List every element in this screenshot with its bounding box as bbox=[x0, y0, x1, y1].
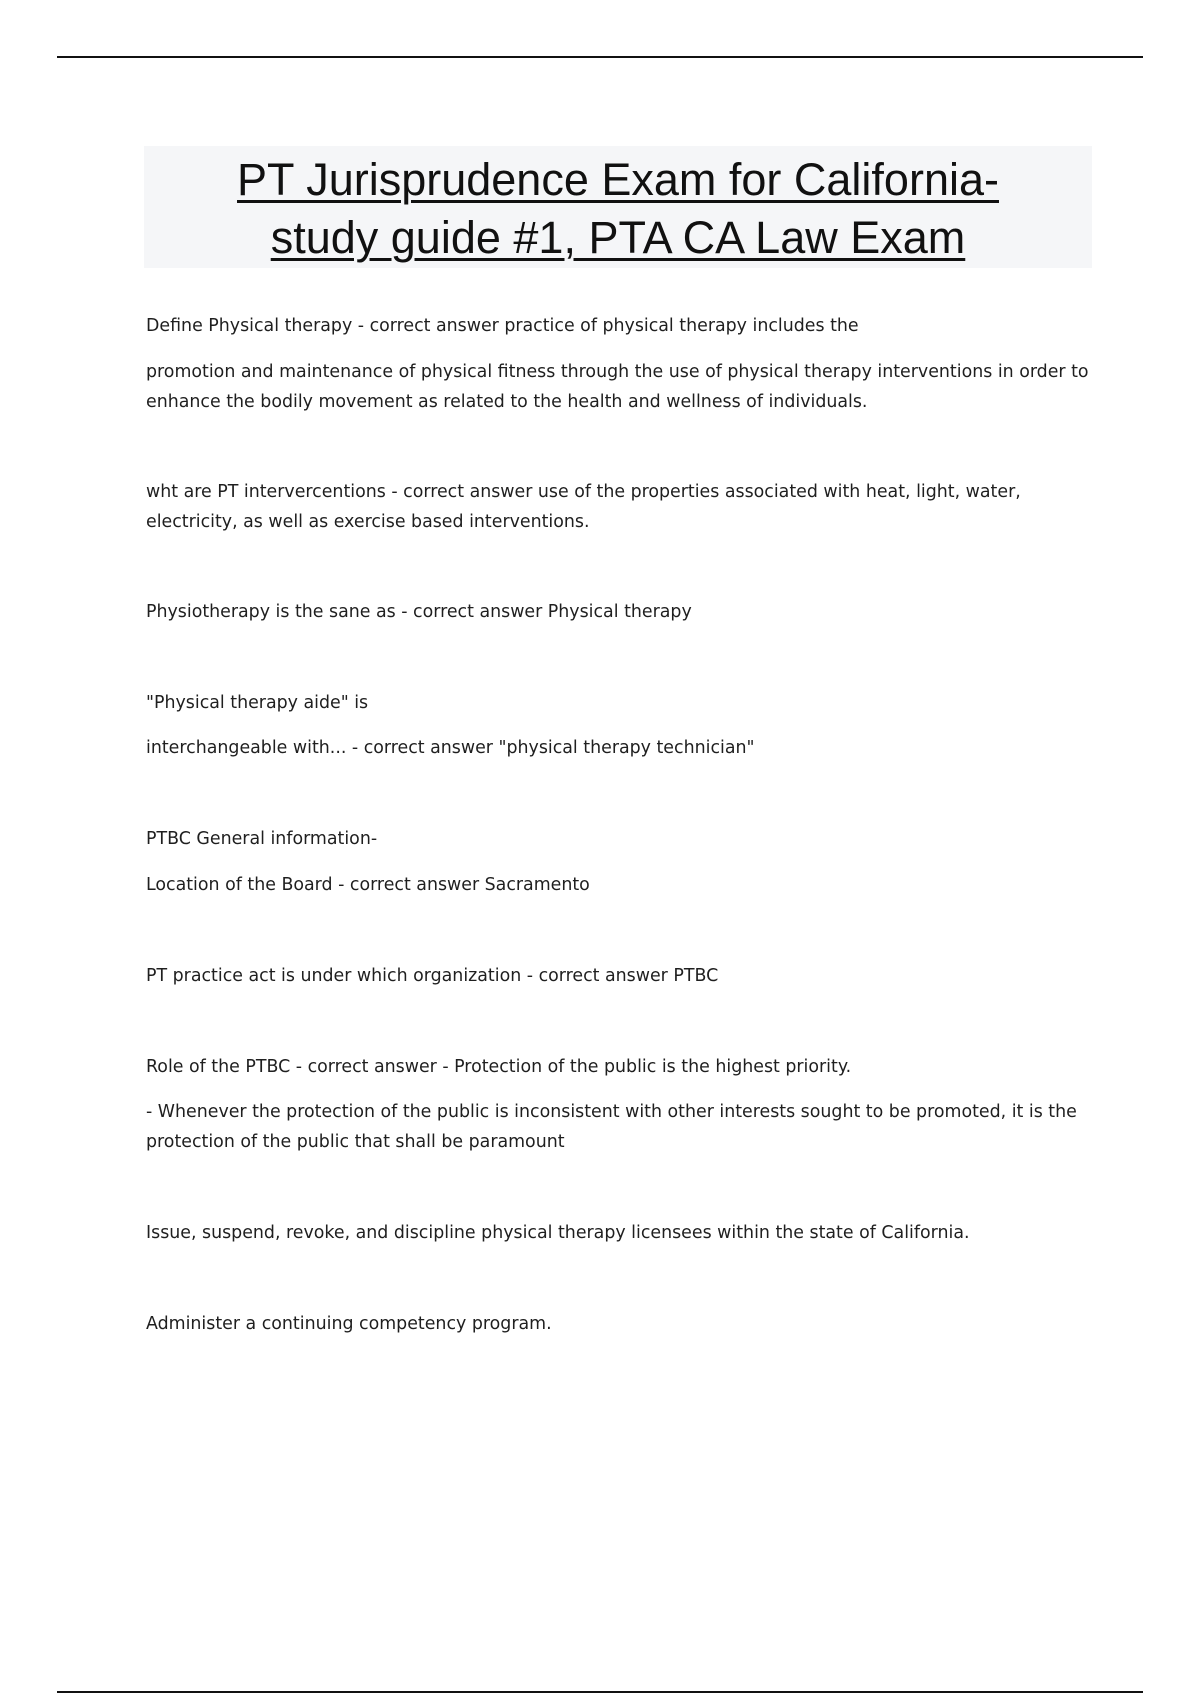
top-rule bbox=[57, 56, 1143, 58]
paragraph-board-location: Location of the Board - correct answer Sacramento bbox=[146, 875, 590, 895]
paragraph-physiotherapy: Physiotherapy is the sane as - correct answer Physical therapy bbox=[146, 602, 692, 622]
paragraph-licensees: Issue, suspend, revoke, and discipline physical therapy licensees within the state of California. bbox=[146, 1223, 970, 1243]
document-title bbox=[144, 146, 1092, 268]
paragraph-public-protection: - Whenever the protection of the public is inconsistent with other interests sought to be promoted, it is the protection of the public that shall be paramount bbox=[146, 1102, 1077, 1152]
paragraph-continuing-competency: Administer a continuing competency program. bbox=[146, 1314, 552, 1334]
paragraph-practice-act: PT practice act is under which organization - correct answer PTBC bbox=[146, 966, 719, 986]
title-line-2: study guide #1, PTA CA Law Exam bbox=[270, 212, 966, 263]
bottom-rule bbox=[57, 1691, 1143, 1693]
paragraph-aide-answer: interchangeable with... - correct answer "physical therapy technician" bbox=[146, 738, 755, 758]
paragraph-define-pt-question: Define Physical therapy - correct answer practice of physical therapy includes the bbox=[146, 316, 859, 336]
title-line-1: PT Jurisprudence Exam for California- bbox=[237, 154, 999, 205]
paragraph-pt-interventions: wht are PT intervercentions - correct answer use of the properties associated with heat, light, water, electricity, as well as exercise based interventions. bbox=[146, 482, 1021, 532]
paragraph-define-pt-answer: promotion and maintenance of physical fitness through the use of physical therapy interventions in order to enhance the bodily movement as related to the health and wellness of individuals. bbox=[146, 362, 1089, 412]
paragraph-ptbc-role: Role of the PTBC - correct answer - Protection of the public is the highest priority. bbox=[146, 1057, 852, 1077]
paragraph-ptbc-general: PTBC General information- bbox=[146, 829, 378, 849]
paragraph-aide-question: "Physical therapy aide" is bbox=[146, 693, 369, 713]
